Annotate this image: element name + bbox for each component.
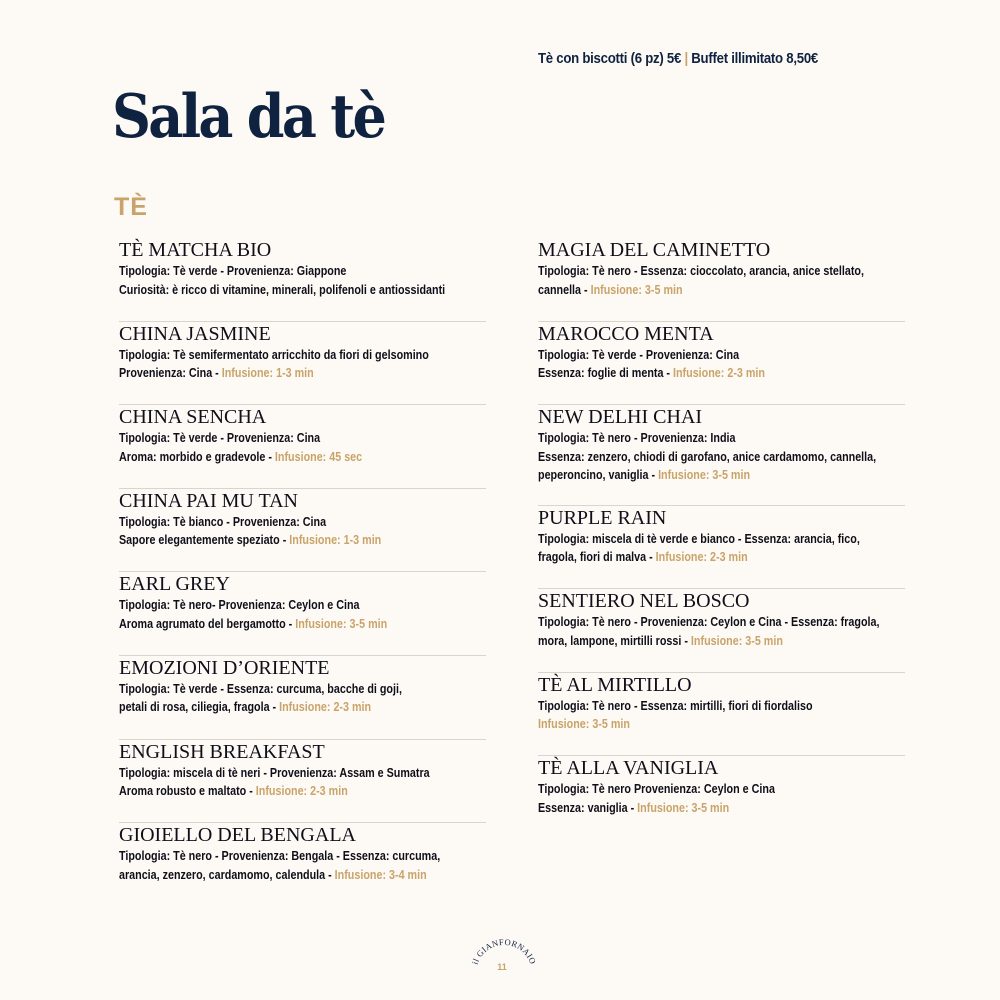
- menu-item-description: [119, 346, 476, 383]
- description-line: Tipologia: Tè verde - Provenienza: Giappone: [119, 264, 347, 278]
- page-number: 11: [497, 962, 507, 972]
- menu-item-description: [538, 530, 895, 567]
- menu-item-china-sencha: [119, 405, 486, 489]
- page-title: Sala da tè: [112, 82, 385, 152]
- infusion-time: Infusione: 45 sec: [274, 449, 363, 464]
- offer-buffet: Buffet illimitato 8,50€: [691, 50, 818, 67]
- description-line: Tipologia: Tè nero - Essenza: mirtilli, fiori di fiordaliso: [538, 698, 813, 713]
- menu-item-name: TÈ AL MIRTILLO: [538, 673, 692, 696]
- infusion-time: Infusione: 3-4 min: [334, 867, 427, 882]
- description-line: Essenza: foglie di menta -: [538, 366, 674, 381]
- menu-item-name: GIOIELLO DEL BENGALA: [119, 824, 356, 847]
- infusion-time: Infusione: 3-5 min: [538, 717, 630, 732]
- menu-item-sentiero-nel-bosco: [538, 589, 905, 673]
- menu-item-te-al-mirtillo: [538, 673, 905, 757]
- description-line: Tipologia: Tè nero - Provenienza: Ceylon e Cina - Essenza: fragola,: [538, 615, 880, 630]
- menu-item-description: [538, 429, 895, 485]
- description-line: Tipologia: miscela di tè verde e bianco - Essenza: arancia, fico,: [538, 531, 860, 546]
- infusion-time: Infusione: 1-3 min: [289, 533, 382, 548]
- menu-item-new-delhi-chai: [538, 405, 905, 506]
- menu-item-name: MAROCCO MENTA: [538, 322, 714, 345]
- offer-separator: |: [684, 50, 688, 67]
- offer-tea-biscuits: Tè con biscotti (6 pz) 5€: [538, 50, 682, 67]
- menu-item-name: CHINA SENCHA: [119, 406, 267, 429]
- description-line: Sapore elegantemente speziato -: [119, 533, 290, 548]
- menu-item-description: [119, 680, 476, 717]
- menu-item-description: [538, 613, 895, 650]
- menu-item-magia-del-caminetto: [538, 238, 905, 322]
- menu-item-description: [119, 429, 476, 466]
- description-line: Aroma: morbido e gradevole -: [119, 449, 275, 464]
- menu-item-china-pai-mu-tan: [119, 489, 486, 573]
- menu-item-name: ENGLISH BREAKFAST: [119, 740, 325, 763]
- description-line: Essenza: zenzero, chiodi di garofano, anice cardamomo, cannella,: [538, 449, 877, 464]
- gianfornaio-logo: [468, 937, 540, 979]
- infusion-time: Infusione: 2-3 min: [279, 700, 372, 715]
- description-line: Aroma robusto e maltato -: [119, 784, 256, 799]
- menu-item-china-jasmine: [119, 322, 486, 406]
- description-line: peperoncino, vaniglia -: [538, 468, 659, 483]
- description-line: arancia, zenzero, cardamomo, calendula -: [119, 867, 335, 882]
- menu-item-name: PURPLE RAIN: [538, 506, 667, 529]
- menu-item-earl-grey: [119, 572, 486, 656]
- menu-item-english-breakfast: [119, 740, 486, 824]
- infusion-time: Infusione: 2-3 min: [255, 784, 348, 799]
- infusion-time: Infusione: 1-3 min: [221, 366, 314, 381]
- description-line: mora, lampone, mirtilli rossi -: [538, 633, 691, 648]
- menu-item-gioiello-del-bengala: [119, 823, 486, 907]
- menu-item-name: NEW DELHI CHAI: [538, 406, 703, 429]
- menu-item-description: [538, 262, 895, 299]
- menu-item-description: [119, 596, 476, 633]
- menu-item-te-alla-vaniglia: [538, 756, 905, 840]
- description-line: Curiosità: è ricco di vitamine, minerali, polifenoli e antiossidanti: [119, 282, 446, 297]
- description-line: petali di rosa, ciliegia, fragola -: [119, 700, 280, 715]
- description-line: Tipologia: Tè nero Provenienza: Ceylon e Cina: [538, 782, 775, 797]
- header-offers: [538, 50, 818, 67]
- menu-item-description: [119, 513, 476, 550]
- menu-item-description: [119, 847, 476, 884]
- description-line: Provenienza: Cina -: [119, 366, 222, 381]
- menu-item-marocco-menta: [538, 322, 905, 406]
- infusion-time: Infusione: 3-5 min: [295, 616, 388, 631]
- menu-item-name: EMOZIONI D’ORIENTE: [119, 656, 330, 679]
- menu-item-name: EARL GREY: [119, 573, 230, 596]
- menu-item-name: SENTIERO NEL BOSCO: [538, 590, 750, 613]
- description-line: Tipologia: Tè nero - Essenza: cioccolato, arancia, anice stellato,: [538, 264, 864, 278]
- menu-item-description: [538, 346, 895, 383]
- description-line: Tipologia: Tè verde - Provenienza: Cina: [538, 347, 740, 362]
- description-line: Tipologia: Tè nero - Provenienza: Bengala - Essenza: curcuma,: [119, 849, 441, 864]
- infusion-time: Infusione: 3-5 min: [658, 468, 751, 483]
- infusion-time: Infusione: 2-3 min: [655, 550, 748, 565]
- description-line: Tipologia: Tè nero - Provenienza: India: [538, 431, 736, 446]
- svg-text:il GIANFORNAIO: il GIANFORNAIO: [469, 937, 539, 966]
- description-line: Essenza: vaniglia -: [538, 800, 638, 815]
- menu-item-emozioni-d-oriente: [119, 656, 486, 740]
- description-line: Aroma agrumato del bergamotto -: [119, 616, 296, 631]
- infusion-time: Infusione: 3-5 min: [590, 282, 683, 297]
- description-line: cannella -: [538, 282, 591, 297]
- description-line: Tipologia: Tè bianco - Provenienza: Cina: [119, 514, 327, 529]
- description-line: fragola, fiori di malva -: [538, 550, 656, 565]
- infusion-time: Infusione: 3-5 min: [690, 633, 783, 648]
- description-line: Tipologia: Tè verde - Provenienza: Cina: [119, 431, 321, 446]
- menu-item-name: TÈ MATCHA BIO: [119, 239, 272, 261]
- description-line: Tipologia: miscela di tè neri - Provenienza: Assam e Sumatra: [119, 765, 430, 780]
- section-title: TÈ: [114, 193, 148, 221]
- menu-item-name: MAGIA DEL CAMINETTO: [538, 239, 771, 261]
- menu-item-name: CHINA JASMINE: [119, 322, 271, 345]
- menu-item-purple-rain: [538, 506, 905, 590]
- right-menu-column: [538, 238, 905, 840]
- menu-item-description: [538, 697, 895, 734]
- description-line: Tipologia: Tè verde - Essenza: curcuma, bacche di goji,: [119, 681, 402, 696]
- menu-item-name: CHINA PAI MU TAN: [119, 489, 298, 512]
- menu-item-te-matcha-bio: [119, 238, 486, 322]
- infusion-time: Infusione: 3-5 min: [637, 800, 730, 815]
- menu-item-description: [119, 262, 476, 299]
- menu-item-description: [119, 764, 476, 801]
- infusion-time: Infusione: 2-3 min: [673, 366, 765, 381]
- description-line: Tipologia: Tè semifermentato arricchito da fiori di gelsomino: [119, 347, 429, 362]
- menu-item-name: TÈ ALLA VANIGLIA: [538, 757, 719, 780]
- left-menu-column: [119, 238, 486, 907]
- description-line: Tipologia: Tè nero- Provenienza: Ceylon e Cina: [119, 598, 360, 613]
- menu-item-description: [538, 780, 895, 817]
